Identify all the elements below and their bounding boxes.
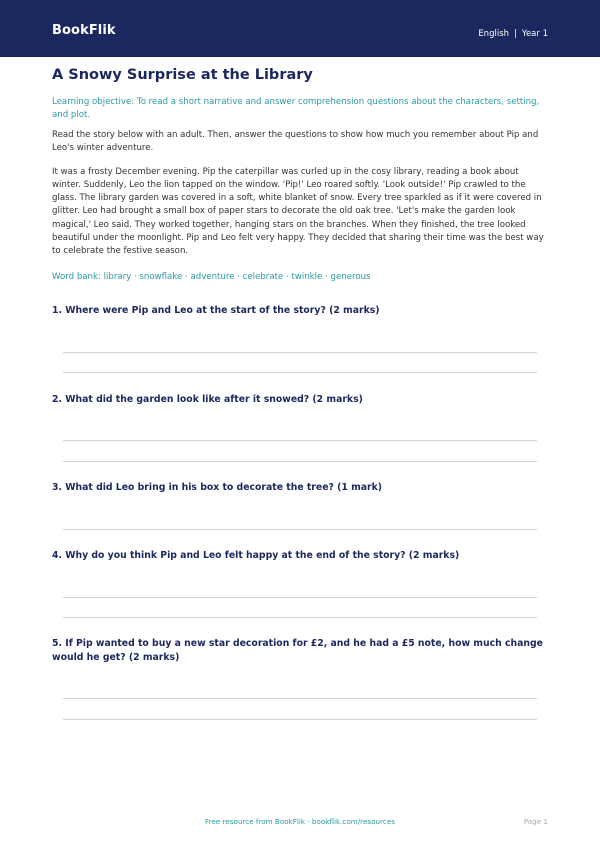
- answer-line[interactable]: [63, 597, 537, 598]
- worksheet-body: [52, 66, 548, 283]
- answer-line[interactable]: [63, 372, 537, 373]
- brand-logo-text: BookFlik: [52, 23, 116, 38]
- answer-line[interactable]: [63, 529, 537, 530]
- page-title: A Snowy Surprise at the Library: [52, 67, 313, 83]
- answer-line[interactable]: [63, 352, 537, 353]
- header-meta: [478, 28, 548, 40]
- question-5: 5. If Pip wanted to buy a new star decoration for £2, and he had a £5 note, how much change would he get? (2 marks): [52, 638, 543, 663]
- question-1: 1. Where were Pip and Leo at the start of the story? (2 marks): [52, 305, 380, 316]
- learning-objective: Learning objective: To read a short narrative and answer comprehension questions about the characters, setting, and plot.: [52, 97, 540, 120]
- story-text: It was a frosty December evening. Pip the caterpillar was curled up in the cosy library, reading a book about winter. Suddenly, Leo the lion tapped on the window. 'Pip!' Leo roared softly. 'Look outside!' Pip crawled to the glass. The library garden was covered in a soft, white blanket of snow. Every tree sparkled as if it were covered in glitter. Leo had brought a small box of paper stars to decorate the old oak tree. 'Let's make the garden look magical,' Leo said. They worked together, hanging stars on the branches. When they finished, the tree looked beautiful under the moonlight. Pip and Leo felt very happy. They decided that sharing their time was the best way to celebrate the festive season.: [52, 166, 544, 257]
- answer-line[interactable]: [63, 719, 537, 720]
- footer-credit: Free resource from BookFlik · bookflik.com/resources: [204, 817, 396, 826]
- page-header: [0, 0, 600, 57]
- meta-separator: |: [514, 29, 517, 39]
- year-label: Year 1: [521, 29, 548, 39]
- answer-line[interactable]: [63, 461, 537, 462]
- answer-line[interactable]: [63, 440, 537, 441]
- page-number: Page 1: [523, 817, 548, 826]
- question-2: 2. What did the garden look like after it snowed? (2 marks): [52, 394, 363, 405]
- answer-line[interactable]: [63, 617, 537, 618]
- answer-line[interactable]: [63, 698, 537, 699]
- subject-label: English: [478, 29, 510, 39]
- instructions: Read the story below with an adult. Then, answer the questions to show how much you remember about Pip and Leo's winter adventure.: [52, 130, 539, 154]
- word-bank: Word bank: library · snowflake · adventure · celebrate · twinkle · generous: [52, 271, 371, 282]
- question-3: 3. What did Leo bring in his box to decorate the tree? (1 mark): [52, 482, 383, 493]
- question-4: 4. Why do you think Pip and Leo felt happy at the end of the story? (2 marks): [52, 550, 460, 561]
